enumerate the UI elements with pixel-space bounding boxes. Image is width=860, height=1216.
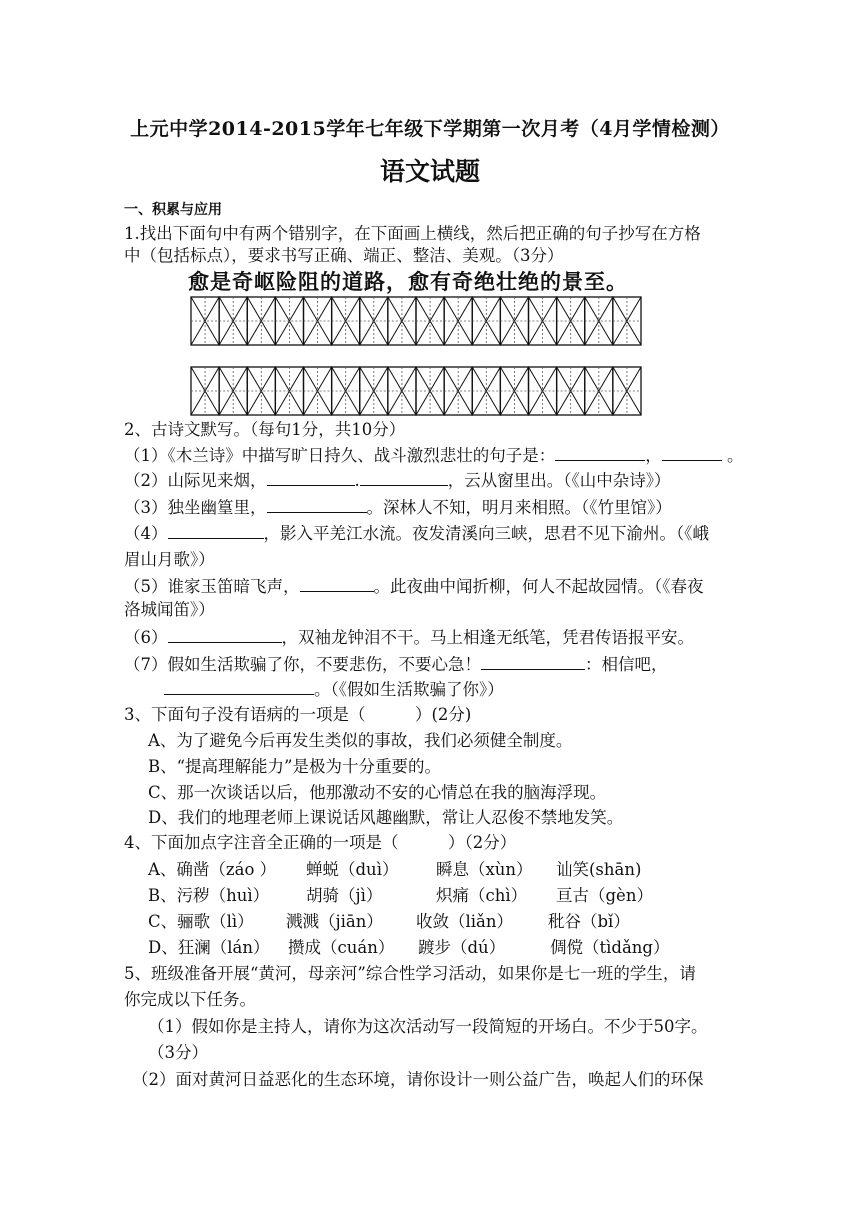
grid-cell[interactable] (500, 297, 528, 345)
grid-cell[interactable] (416, 297, 444, 345)
grid-cell[interactable] (444, 367, 472, 415)
q2-item-2-text: （2）山际见来烟， (124, 471, 267, 490)
q4-a-word-1: A、确凿（záo ） (148, 860, 277, 879)
grid-cell[interactable] (388, 367, 416, 415)
q2-item-5 (124, 573, 744, 599)
q2-item-3-end: 。深林人不知，明月来相照。（《竹里馆》） (366, 498, 672, 517)
q2-item-3-text: （3）独坐幽篁里， (124, 498, 267, 517)
q2-item-5-end: 。此夜曲中闻折柳，何人不起故园情。（《春夜 (373, 577, 704, 596)
grid-cell[interactable] (557, 367, 585, 415)
q3-option-a[interactable]: A、为了避免今后再发生类似的事故，我们必须健全制度。 (148, 731, 573, 750)
q5-text-line2: 你完成以下任务。 (124, 990, 256, 1009)
grid-cell[interactable] (247, 297, 275, 345)
grid-cell[interactable] (360, 297, 388, 345)
q1-text-line2: 中（包括标点），要求书写正确、端正、整洁、美观。（3分） (124, 246, 564, 265)
q4-b-word-4: 亘古（gèn） (556, 886, 653, 905)
grid-cell[interactable] (332, 367, 360, 415)
q2-item-7-text: （7）假如生活欺骗了你，不要悲伤，不要心急！ (124, 655, 481, 674)
q4-b-word-2: 胡骑（jì） (306, 886, 383, 905)
grid-cell[interactable] (529, 297, 557, 345)
q2-item-4 (124, 520, 744, 546)
q4-d-word-3: 踱步（dú） (418, 938, 506, 957)
grid-cell[interactable] (191, 297, 219, 345)
grid-cell[interactable] (191, 367, 219, 415)
grid-cell[interactable] (332, 297, 360, 345)
grid-cell[interactable] (472, 297, 500, 345)
answer-blank[interactable] (168, 520, 264, 539)
q2-item-6-end: ，双袖龙钟泪不干。马上相逢无纸笔，凭君传语报平安。 (281, 628, 694, 647)
q2-item-1 (124, 442, 744, 468)
grid-cell[interactable] (613, 367, 641, 415)
q2-item-4-cont: 眉山月歌》） (124, 550, 215, 569)
grid-cell[interactable] (585, 297, 613, 345)
answer-blank[interactable] (481, 651, 585, 670)
exam-title: 上元中学2014-2015学年七年级下学期第一次月考（4月学情检测） (130, 118, 730, 140)
q4-b-word-1: B、污秽（huì） (148, 886, 270, 905)
q4-heading: 4、下面加点字注音全正确的一项是（ ）（2分） (124, 833, 517, 852)
answer-blank[interactable] (168, 624, 282, 643)
q4-d-word-1: D、狂澜（lán） (148, 938, 270, 957)
grid-cell[interactable] (500, 367, 528, 415)
q2-item-5-text: （5）谁家玉笛暗飞声， (124, 577, 300, 596)
grid-cell[interactable] (275, 297, 303, 345)
q4-option-b[interactable] (148, 884, 768, 908)
answer-blank[interactable] (267, 494, 367, 513)
answer-blank[interactable] (555, 442, 645, 461)
q2-item-7-end2: 。（《假如生活欺骗了你》） (314, 680, 504, 699)
grid-cell[interactable] (304, 367, 332, 415)
q2-item-5-cont: 洛城闻笛》） (124, 600, 215, 619)
writing-grid-row-2[interactable] (190, 366, 642, 416)
q5-sub1: （1）假如你是主持人，请你为这次活动写一段简短的开场白。不少于50字。 (148, 1017, 708, 1036)
q4-option-a[interactable] (148, 858, 768, 882)
q2-item-1-text: （1）《木兰诗》中描写旷日持久、战斗激烈悲壮的句子是： (124, 446, 556, 465)
q5-sub2: （2）面对黄河日益恶化的生态环境，请你设计一则公益广告，唤起人们的环保 (132, 1070, 704, 1089)
q2-item-6-text: （6） (124, 628, 168, 647)
grid-cell[interactable] (613, 297, 641, 345)
grid-cell[interactable] (416, 367, 444, 415)
section-heading: 一、积累与应用 (124, 202, 222, 218)
q4-d-word-2: 攒成（cuán） (288, 938, 395, 957)
q2-item-3 (124, 494, 744, 520)
grid-cell[interactable] (304, 297, 332, 345)
exam-subtitle: 语文试题 (379, 157, 480, 186)
q4-option-d[interactable] (148, 936, 768, 960)
q2-heading: 2、古诗文默写。（每句1分，共10分） (124, 420, 406, 439)
q4-c-word-2: 溅溅（jiān） (286, 912, 383, 931)
q2-item-1-end: 。 (721, 446, 744, 465)
q4-a-word-2: 蝉蜕（duì） (306, 860, 399, 879)
q4-c-word-4: 秕谷（bǐ） (548, 912, 630, 931)
q2-item-6 (124, 624, 744, 650)
q2-item-2 (124, 467, 744, 493)
grid-cell[interactable] (472, 367, 500, 415)
q1-sentence: 愈是奇岖险阻的道路，愈有奇绝壮绝的景至。 (188, 270, 628, 294)
grid-cell[interactable] (388, 297, 416, 345)
answer-blank[interactable] (164, 676, 314, 695)
answer-blank[interactable] (267, 467, 355, 486)
q2-item-2-end: ，云从窗里出。（《山中杂诗》） (447, 471, 671, 490)
answer-blank[interactable] (662, 442, 722, 461)
q4-a-word-4: 讪笑(shān) (556, 860, 642, 879)
grid-cell[interactable] (444, 297, 472, 345)
q4-c-word-1: C、骊歌（lì） (148, 912, 254, 931)
q2-item-7 (124, 651, 744, 677)
q1-text-line1: 1.找出下面句中有两个错别字，在下面画上横线，然后把正确的句子抄写在方格 (124, 224, 701, 243)
answer-blank[interactable] (300, 573, 374, 592)
writing-grid-row-1[interactable] (190, 296, 642, 346)
grid-cell[interactable] (219, 297, 247, 345)
q4-option-c[interactable] (148, 910, 768, 934)
q2-item-4-end: ，影入平羌江水流。夜发清溪向三峡，思君不见下渝州。（《峨 (263, 524, 709, 543)
q5-text-line1: 5、班级准备开展“黄河，母亲河”综合性学习活动，如果你是七一班的学生，请 (124, 964, 696, 983)
q3-option-c[interactable]: C、那一次谈话以后，他那激动不安的心情总在我的脑海浮现。 (148, 783, 607, 802)
q2-item-7-cont (164, 676, 784, 702)
grid-cell[interactable] (585, 367, 613, 415)
q3-option-b[interactable]: B、“提高理解能力”是极为十分重要的。 (148, 757, 441, 776)
q2-item-7-end: ：相信吧， (585, 655, 668, 674)
q2-item-2-sep: . (354, 471, 360, 490)
grid-cell[interactable] (219, 367, 247, 415)
q2-item-4-text: （4） (124, 524, 168, 543)
q2-item-1-sep: ， (645, 446, 662, 465)
grid-cell[interactable] (360, 367, 388, 415)
grid-cell[interactable] (247, 367, 275, 415)
grid-cell[interactable] (557, 297, 585, 345)
grid-cell[interactable] (275, 367, 303, 415)
q4-a-word-3: 瞬息（xùn） (436, 860, 533, 879)
grid-cell[interactable] (529, 367, 557, 415)
q4-b-word-3: 炽痛（chì） (436, 886, 528, 905)
q5-sub1-score: （3分） (148, 1043, 208, 1062)
answer-blank[interactable] (360, 467, 448, 486)
q3-option-d[interactable]: D、我们的地理老师上课说话风趣幽默，常让人忍俊不禁地发笑。 (148, 808, 624, 827)
q3-heading: 3、下面句子没有语病的一项是（ ）(2分) (124, 705, 472, 724)
q4-c-word-3: 收敛（liǎn） (416, 912, 514, 931)
q4-d-word-4: 倜傥（tìdǎng） (550, 938, 670, 957)
